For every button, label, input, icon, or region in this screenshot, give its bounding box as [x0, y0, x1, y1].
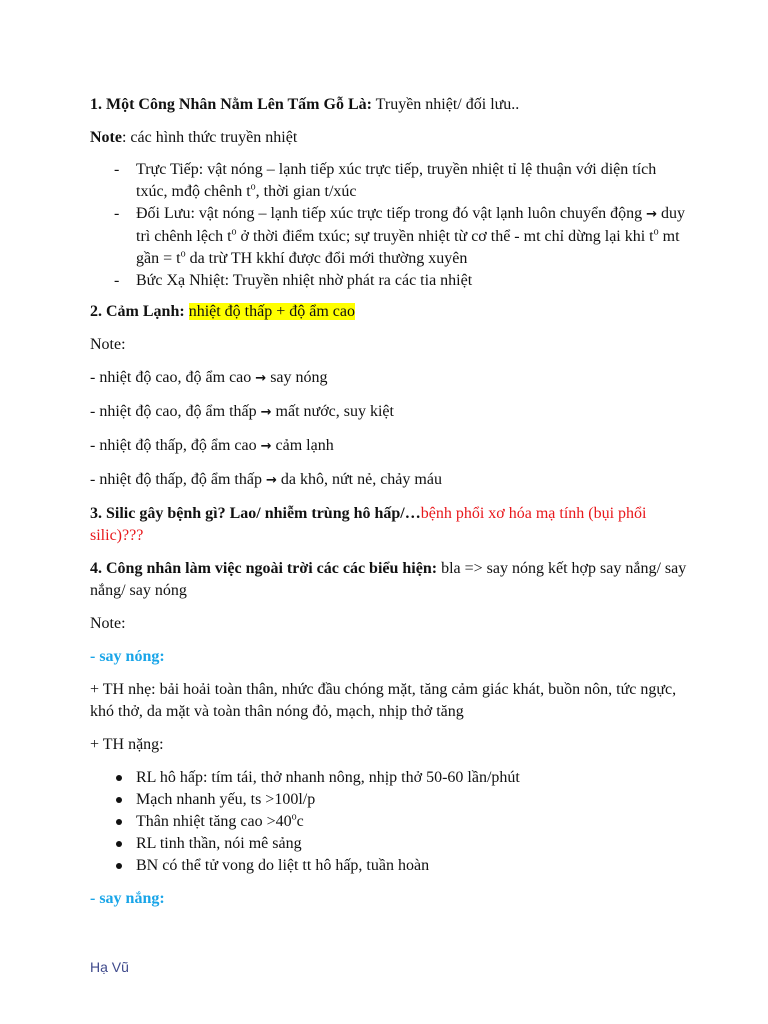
th-nhe-text: + TH nhẹ: bải hoải toàn thân, nhức đầu chóng mặt, tăng cảm giác khát, buồn nôn, tức ngực, khó thở, da mặt và toàn thân nóng đỏ, mạch, nhịp thở tăng [90, 681, 677, 720]
superscript: o [291, 811, 297, 823]
document-body [90, 94, 690, 921]
line-text: cảm lạnh [271, 437, 334, 454]
item-text: RL tinh thần, nói mê sảng [136, 835, 302, 852]
item-text: c [296, 813, 304, 830]
list-item [90, 855, 690, 877]
footer-author: Hạ Vũ [90, 959, 129, 975]
q1-line [90, 94, 690, 116]
q2-heading: 2. Cảm Lạnh: [90, 303, 185, 320]
list-item [90, 833, 690, 855]
q1-note-text: : các hình thức truyền nhiệt [121, 129, 298, 146]
q1-answer: Truyền nhiệt/ đối lưu.. [371, 96, 520, 113]
bullet-icon [116, 819, 122, 825]
item-text: BN có thể tử vong do liệt tt hô hấp, tuần hoàn [136, 857, 430, 874]
item-text: Bức Xạ Nhiệt: Truyền nhiệt nhờ phát ra các tia nhiệt [136, 272, 473, 289]
q1-note-label: Note [90, 129, 122, 146]
list-item [90, 767, 690, 789]
dash-marker: - [114, 205, 120, 222]
superscript: o [250, 181, 256, 193]
say-nang-heading: - say nắng: [90, 890, 165, 907]
line-text: say nóng [266, 369, 328, 386]
q3-heading: 3. Silic gây bệnh gì? Lao/ nhiễm trùng hô hấp/… [90, 505, 421, 522]
q3-answer: bệnh phổi xơ hóa mạ tính (bụi phổi silic)??? [90, 505, 647, 544]
bullet-icon [116, 841, 122, 847]
line-text: da khô, nứt nẻ, chảy máu [276, 471, 442, 488]
line-text: mất nước, suy kiệt [271, 403, 394, 420]
q2-note: Note: [90, 336, 126, 353]
heat-transfer-list [90, 159, 690, 292]
arrow-right-icon: → [265, 473, 277, 488]
superscript: o [231, 226, 237, 238]
q4-note: Note: [90, 615, 126, 632]
item-text: da trừ TH kkhí được đổi mới thường xuyên [185, 250, 468, 267]
q2-line-1 [90, 367, 690, 390]
q2-line-4 [90, 469, 690, 492]
item-text: Đối Lưu: vật nóng – lạnh tiếp xúc trực tiếp trong đó vật lạnh luôn chuyển động [136, 205, 647, 222]
arrow-right-icon: → [260, 439, 272, 454]
item-text: , thời gian t/xúc [255, 183, 357, 200]
q1-heading: 1. Một Công Nhân Nằm Lên Tấm Gỗ Là: [90, 96, 372, 113]
list-item [90, 811, 690, 833]
q2-line [90, 301, 690, 323]
line-text: - nhiệt độ thấp, độ ẩm thấp [90, 471, 266, 488]
arrow-right-icon: → [255, 371, 267, 386]
bullet-icon [116, 863, 122, 869]
dash-marker: - [114, 272, 120, 289]
severe-symptoms-list [90, 767, 690, 877]
bullet-icon [116, 775, 122, 781]
item-text: mt gần = t [136, 228, 680, 267]
superscript: o [180, 248, 186, 260]
item-text: RL hô hấp: tím tái, thở nhanh nông, nhịp thở 50-60 lần/phút [136, 769, 520, 786]
line-text: - nhiệt độ cao, độ ẩm cao [90, 369, 256, 386]
list-item [90, 789, 690, 811]
q2-answer-highlight: nhiệt độ thấp + độ ẩm cao [188, 303, 355, 320]
line-text: - nhiệt độ cao, độ ẩm thấp [90, 403, 261, 420]
item-text: duy trì chênh lệch t [136, 205, 686, 245]
q2-line-3 [90, 435, 690, 458]
q2-line-2 [90, 401, 690, 424]
q4-line [90, 558, 690, 602]
dash-marker: - [114, 161, 120, 178]
list-item [90, 159, 690, 203]
item-text: Trực Tiếp: vật nóng – lạnh tiếp xúc trực tiếp, truyền nhiệt tỉ lệ thuận với diện tích txúc, mđộ chênh t [136, 161, 657, 200]
th-nang-label: + TH nặng: [90, 736, 164, 753]
line-text: - nhiệt độ thấp, độ ẩm cao [90, 437, 261, 454]
arrow-right-icon: → [260, 405, 272, 420]
q4-answer: bla => say nóng kết hợp say nắng/ say nắng/ say nóng [90, 560, 687, 599]
list-item [90, 270, 690, 292]
list-item [90, 203, 690, 270]
say-nong-heading: - say nóng: [90, 648, 165, 665]
superscript: o [653, 226, 659, 238]
arrow-right-icon: → [646, 207, 658, 222]
item-text: Mạch nhanh yếu, ts >100l/p [136, 791, 316, 808]
q1-note [90, 127, 690, 149]
q4-heading: 4. Công nhân làm việc ngoài trời các các biểu hiện: [90, 560, 438, 577]
item-text: Thân nhiệt tăng cao >40 [136, 813, 292, 830]
q3-line [90, 503, 690, 547]
item-text: ở thời điểm txúc; sự truyền nhiệt từ cơ thể - mt chỉ dừng lại khi t [236, 228, 654, 245]
bullet-icon [116, 797, 122, 803]
